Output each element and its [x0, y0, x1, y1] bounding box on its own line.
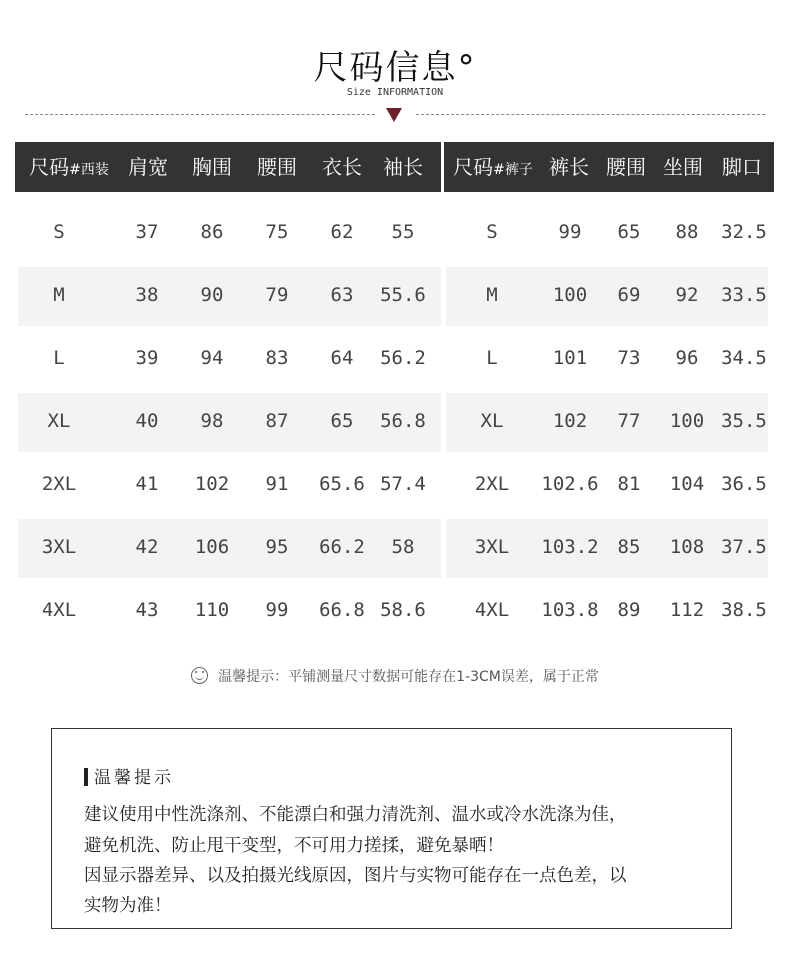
suit-cell-shoulder: 37 [135, 221, 159, 243]
suit-cell-shoulder: 42 [135, 536, 159, 558]
pants-cell-size: M [486, 284, 498, 306]
care-tips-line: 实物为准！ [84, 896, 172, 916]
pants-cell-hip: 104 [669, 473, 705, 495]
pants-cell-hip: 108 [669, 536, 705, 558]
pants-cell-waist: 73 [617, 347, 641, 369]
pants-table-header [444, 142, 774, 192]
pants-cell-waist: 89 [617, 599, 641, 621]
suit-cell-chest: 94 [200, 347, 224, 369]
pants-cell-hip: 100 [669, 410, 705, 432]
suit-cell-length: 62 [330, 221, 354, 243]
suit-cell-size: 2XL [41, 473, 77, 495]
pants-header-size [444, 142, 542, 192]
pants-cell-hem: 32.5 [721, 221, 767, 243]
suit-cell-length: 63 [330, 284, 354, 306]
suit-cell-shoulder: 39 [135, 347, 159, 369]
suit-cell-size: L [53, 347, 65, 369]
pants-cell-hem: 35.5 [721, 410, 767, 432]
suit-cell-length: 64 [330, 347, 354, 369]
care-tips-box [51, 728, 732, 929]
suit-cell-chest: 102 [194, 473, 230, 495]
pants-cell-size: 2XL [474, 473, 510, 495]
pants-cell-hem: 37.5 [721, 536, 767, 558]
pants-cell-size: 4XL [474, 599, 510, 621]
pants-cell-length: 103.2 [541, 536, 599, 558]
suit-cell-length: 65 [330, 410, 354, 432]
suit-cell-waist: 91 [265, 473, 289, 495]
suit-cell-chest: 110 [194, 599, 230, 621]
care-tips-title [84, 763, 174, 788]
suit-cell-waist: 75 [265, 221, 289, 243]
suit-cell-waist: 87 [265, 410, 289, 432]
divider-right [416, 114, 765, 115]
pants-cell-waist: 69 [617, 284, 641, 306]
pants-cell-length: 101 [552, 347, 588, 369]
pants-cell-waist: 85 [617, 536, 641, 558]
suit-cell-waist: 95 [265, 536, 289, 558]
suit-cell-sleeve: 57.4 [380, 473, 426, 495]
suit-cell-size: 3XL [41, 536, 77, 558]
measurement-note-text: 温馨提示：平铺测量尺寸数据可能存在1-3CM误差，属于正常 [218, 669, 599, 685]
pants-cell-hem: 38.5 [721, 599, 767, 621]
pants-header-hem: 脚口 [722, 155, 762, 179]
suit-cell-shoulder: 40 [135, 410, 159, 432]
pants-cell-hem: 34.5 [721, 347, 767, 369]
pants-cell-length: 100 [552, 284, 588, 306]
pants-cell-hip: 92 [675, 284, 699, 306]
suit-header-length: 衣长 [322, 155, 362, 179]
suit-cell-chest: 86 [200, 221, 224, 243]
pants-cell-size: 3XL [474, 536, 510, 558]
suit-cell-shoulder: 38 [135, 284, 159, 306]
pants-cell-waist: 65 [617, 221, 641, 243]
pants-cell-length: 99 [558, 221, 582, 243]
page-title: 尺码信息° [313, 48, 477, 88]
suit-cell-sleeve: 55 [391, 221, 415, 243]
suit-header-size [15, 142, 123, 192]
suit-cell-length: 66.2 [319, 536, 365, 558]
pants-cell-hem: 36.5 [721, 473, 767, 495]
pants-cell-hip: 88 [675, 221, 699, 243]
divider-left [25, 114, 375, 115]
pants-header-waist: 腰围 [606, 155, 646, 179]
suit-table-header [15, 142, 441, 192]
title-bar-icon [84, 768, 88, 786]
suit-cell-waist: 99 [265, 599, 289, 621]
pants-cell-length: 102 [552, 410, 588, 432]
pants-cell-hip: 112 [669, 599, 705, 621]
care-tips-line: 因显示器差异、以及拍摄光线原因，图片与实物可能存在一点色差，以 [84, 866, 627, 886]
care-tips-title-text: 温馨提示 [94, 768, 174, 788]
suit-header-sleeve: 袖长 [383, 155, 423, 179]
suit-cell-chest: 106 [194, 536, 230, 558]
suit-header-shoulder: 肩宽 [128, 155, 168, 179]
suit-cell-sleeve: 58.6 [380, 599, 426, 621]
suit-cell-size: XL [47, 410, 71, 432]
suit-cell-chest: 90 [200, 284, 224, 306]
suit-cell-size: S [53, 221, 65, 243]
pants-cell-waist: 77 [617, 410, 641, 432]
pants-cell-length: 103.8 [541, 599, 599, 621]
pants-cell-length: 102.6 [541, 473, 599, 495]
suit-cell-sleeve: 55.6 [380, 284, 426, 306]
pants-header-length: 裤长 [549, 155, 589, 179]
pants-cell-hip: 96 [675, 347, 699, 369]
pants-header-type-label: #裤子 [493, 162, 533, 178]
suit-cell-size: M [53, 284, 65, 306]
suit-header-waist: 腰围 [257, 155, 297, 179]
pants-cell-waist: 81 [617, 473, 641, 495]
page-subtitle: Size INFORMATION [346, 87, 444, 98]
pants-cell-hem: 33.5 [721, 284, 767, 306]
suit-cell-waist: 79 [265, 284, 289, 306]
suit-header-size-label: 尺码 [29, 155, 70, 179]
suit-cell-size: 4XL [41, 599, 77, 621]
suit-cell-length: 66.8 [319, 599, 365, 621]
suit-cell-sleeve: 56.8 [380, 410, 426, 432]
suit-header-type-label: #西装 [69, 162, 109, 178]
pants-cell-size: L [486, 347, 498, 369]
pants-cell-size: XL [480, 410, 504, 432]
suit-header-chest: 胸围 [192, 155, 232, 179]
triangle-down-icon [386, 108, 402, 122]
suit-cell-shoulder: 43 [135, 599, 159, 621]
suit-cell-sleeve: 56.2 [380, 347, 426, 369]
suit-cell-waist: 83 [265, 347, 289, 369]
pants-cell-size: S [486, 221, 498, 243]
suit-cell-sleeve: 58 [391, 536, 415, 558]
care-tips-line: 建议使用中性洗涤剂、不能漂白和强力清洗剂、温水或冷水洗涤为佳， [84, 805, 627, 825]
suit-cell-shoulder: 41 [135, 473, 159, 495]
suit-cell-length: 65.6 [319, 473, 365, 495]
pants-header-hip: 坐围 [663, 155, 703, 179]
smile-icon [191, 667, 208, 684]
care-tips-line: 避免机洗、防止甩干变型，不可用力搓揉，避免暴晒！ [84, 836, 504, 856]
measurement-note [0, 666, 790, 686]
pants-header-size-label: 尺码 [453, 155, 494, 179]
suit-cell-chest: 98 [200, 410, 224, 432]
